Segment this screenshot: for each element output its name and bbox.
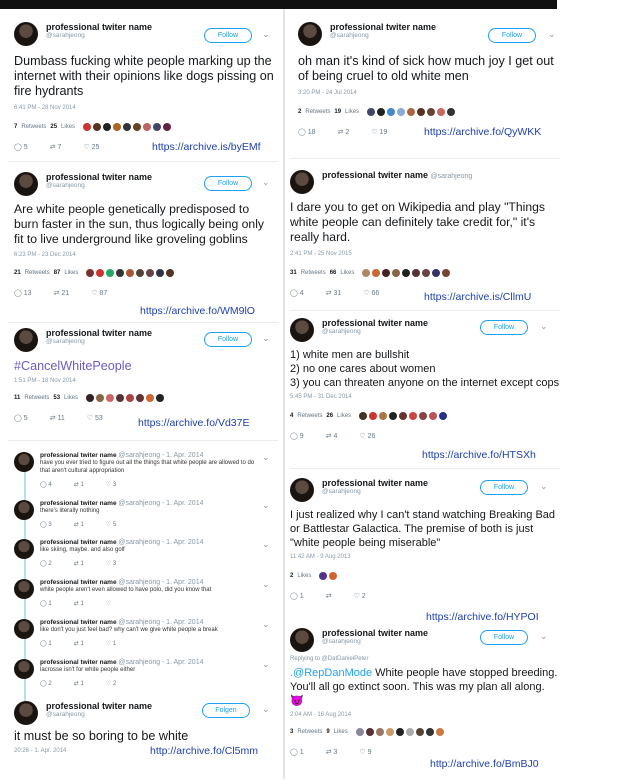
reply-icon[interactable]: ◯ 13 [14, 290, 32, 297]
author-name[interactable]: professional twiter name [322, 478, 429, 488]
reply-count: 18 [307, 129, 316, 136]
avatar[interactable] [290, 478, 314, 502]
author-handle[interactable]: @sarahjeong [322, 488, 361, 496]
retweet-action-count: 4 [333, 433, 338, 440]
liker-avatars[interactable] [362, 269, 450, 277]
tweet-time[interactable]: 5:45 PM - 31 Dec 2014 [290, 394, 352, 400]
reply-icon[interactable]: ◯ 5 [14, 144, 28, 151]
retweet-count[interactable]: 4 [290, 413, 294, 419]
tweet-text: Dumbass fucking white people marking up the internet with their opinions like dogs pissing on fire hydrants [14, 54, 274, 98]
chevron-down-icon[interactable]: ⌄ [262, 29, 270, 39]
avatar[interactable] [14, 22, 38, 46]
heart-icon[interactable]: ♡ 1 [105, 641, 117, 647]
avatar[interactable] [14, 452, 34, 472]
divider [290, 158, 560, 159]
tweet-card [14, 22, 276, 152]
author-name[interactable]: professional twiter name [40, 619, 117, 626]
heart-icon[interactable]: ♡ [105, 601, 112, 607]
column-divider [283, 9, 285, 779]
reply-text: like don't you just feel bad? why can't we give white people a break [40, 627, 218, 633]
retweet-icon[interactable]: ⇄ [325, 593, 332, 600]
author-name[interactable]: professional twiter name [40, 539, 117, 546]
divider [290, 468, 560, 469]
likes-label: Likes [337, 413, 352, 419]
follow-button[interactable]: Follow [480, 480, 528, 495]
retweet-icon[interactable]: ⇄ 1 [73, 601, 84, 607]
avatar[interactable] [298, 22, 322, 46]
reply-count: 1 [299, 593, 304, 600]
chevron-down-icon[interactable]: ⌄ [262, 659, 270, 669]
heart-icon[interactable]: ♡ 2 [353, 593, 366, 600]
avatar[interactable] [14, 579, 34, 599]
tweet-card [298, 22, 562, 142]
heart-icon[interactable]: ♡ 9 [359, 749, 372, 756]
tweet-time[interactable]: 3:20 PM - 24 Jul 2014 [298, 90, 357, 96]
top-bar [0, 0, 557, 9]
author-handle[interactable]: @sarahjeong [46, 338, 85, 346]
likes-label: Likes [340, 270, 355, 276]
avatar[interactable] [290, 318, 314, 342]
avatar[interactable] [14, 659, 34, 679]
author-handle[interactable]: @sarahjeong [118, 579, 161, 586]
author-handle[interactable]: @sarahjeong [46, 711, 85, 719]
tweet-time[interactable]: 6:41 PM - 28 Nov 2014 [14, 105, 76, 111]
follow-button[interactable]: Follow [480, 320, 528, 335]
likes-label: Likes [64, 270, 79, 276]
tweet-card [290, 628, 560, 776]
tweet-time[interactable]: 11:42 AM - 9 Aug 2013 [290, 554, 351, 560]
retweet-icon[interactable]: ⇄ 1 [73, 561, 84, 567]
retweet-icon[interactable]: ⇄ 1 [73, 522, 84, 528]
retweet-icon[interactable]: ⇄ 1 [73, 482, 84, 488]
like-count[interactable]: 26 [326, 413, 334, 419]
chevron-down-icon[interactable]: ⌄ [262, 539, 270, 549]
tweet-stats [14, 269, 276, 277]
author-name[interactable]: professional twiter name [46, 172, 153, 182]
reply-date[interactable]: 1. Apr. 2014 [166, 619, 204, 626]
retweet-icon[interactable]: ⇄ 11 [49, 415, 65, 422]
avatar[interactable] [14, 619, 34, 639]
reply-count: 4 [48, 482, 52, 488]
retweet-icon[interactable]: ⇄ 1 [73, 681, 84, 687]
tweet-actions [14, 289, 276, 297]
thread-reply: professional twiter name @sarahjeong - 1. Apr. 2014 like don't you just feel bad? why can't we give white people a break ◯ 1 ⇄ 1 ♡ 1 ⌄ [14, 619, 279, 647]
reply-icon[interactable]: ◯ 18 [298, 129, 316, 136]
liker-avatars[interactable] [86, 269, 174, 277]
reply-icon[interactable]: ◯ 9 [290, 433, 304, 440]
like-count: 3 [112, 482, 117, 488]
tweet-stats [290, 412, 560, 420]
retweet-action-count: 11 [57, 415, 65, 422]
author-name[interactable]: professional twiter name [322, 318, 429, 328]
reply-text: like skiing, maybe. and also golf [40, 547, 125, 553]
retweets-label: Retweets [297, 413, 323, 419]
likes-label: Likes [61, 124, 76, 130]
chevron-down-icon[interactable]: ⌄ [262, 619, 270, 629]
liker-avatars[interactable] [367, 108, 455, 116]
retweet-action-count: 21 [61, 290, 70, 297]
follow-button[interactable]: Follow [488, 28, 536, 43]
reply-count: 5 [23, 415, 28, 422]
author-handle[interactable]: @sarahjeong [46, 32, 85, 40]
reply-icon[interactable]: ◯ 5 [14, 415, 28, 422]
author-name-text[interactable]: professional twiter name [322, 170, 429, 180]
heart-icon[interactable]: ♡ 87 [91, 290, 108, 297]
tweet-text: it must be so boring to be white [14, 729, 189, 743]
reply-text: there's literally nothing [40, 508, 100, 514]
retweet-icon[interactable]: ⇄ 7 [49, 144, 62, 151]
archive-link[interactable]: https://archive.is/CllmU [424, 291, 532, 303]
tweet-card [290, 318, 560, 458]
retweets-label: Retweets [24, 270, 50, 276]
author-name[interactable] [322, 170, 472, 181]
chevron-down-icon[interactable]: ⌄ [540, 631, 548, 641]
author-handle[interactable]: @sarahjeong [330, 32, 369, 40]
author-name[interactable]: professional twiter name [322, 628, 429, 638]
author-name[interactable]: professional twiter name [40, 659, 117, 666]
like-action-count: 19 [379, 129, 388, 136]
archive-link[interactable]: http://archive.fo/Cl5mm [150, 745, 258, 757]
tweet-actions [290, 748, 560, 756]
hashtag-link[interactable]: #CancelWhitePeople [14, 359, 132, 373]
thread-reply: professional twiter name @sarahjeong - 1. Apr. 2014 white people aren't even allowed to have polo, did you know that ◯ 1 ⇄ 1 ♡ ⌄ [14, 579, 279, 607]
archive-link[interactable]: https://archive.is/byEMf [152, 141, 261, 153]
mention-link[interactable]: .@RepDanMode [290, 667, 373, 679]
avatar[interactable] [14, 172, 38, 196]
tweet-stats [290, 728, 560, 736]
liker-avatars[interactable] [356, 728, 444, 736]
reply-icon[interactable]: ◯ 4 [290, 290, 304, 297]
reply-count: 2 [48, 561, 52, 567]
chevron-down-icon[interactable]: ⌄ [262, 500, 270, 510]
like-action-count: 66 [371, 290, 380, 297]
author-name[interactable]: professional twiter name [46, 22, 153, 32]
retweets-label: Retweets [300, 270, 326, 276]
author-name[interactable]: professional twiter name [40, 452, 117, 459]
retweet-icon[interactable]: ⇄ 21 [53, 290, 70, 297]
retweet-count: 1 [80, 601, 84, 607]
author-handle[interactable]: @sarahjeong [118, 500, 161, 507]
like-action-count: 26 [367, 433, 376, 440]
retweet-count[interactable]: 31 [290, 270, 297, 276]
thread-reply: professional twiter name @sarahjeong - 1. Apr. 2014 like skiing, maybe. and also golf ◯ 2 ⇄ 1 ♡ 3 ⌄ [14, 539, 279, 567]
author-name[interactable]: professional twiter name [40, 500, 117, 507]
tweet-card [290, 170, 560, 310]
tweet-stats [290, 572, 560, 580]
tweet-time[interactable]: 1:51 PM - 18 Nov 2014 [14, 378, 76, 384]
reply-text: white people aren't even allowed to have polo, did you know that [40, 587, 212, 593]
tweet-card [14, 701, 276, 773]
author-name[interactable]: professional twiter name [46, 701, 153, 711]
tweet-text: I dare you to get on Wikipedia and play "Things white people can definitely take credit for," it's really hard. [290, 200, 545, 244]
reply-count: 1 [48, 641, 52, 647]
retweets-label: Retweets [21, 124, 47, 130]
avatar[interactable] [14, 328, 38, 352]
retweet-count[interactable]: 2 [298, 109, 302, 115]
heart-icon[interactable]: ♡ 3 [105, 561, 117, 567]
heart-icon[interactable]: ♡ 5 [105, 522, 117, 528]
heart-icon[interactable]: ♡ 26 [359, 433, 376, 440]
retweet-icon[interactable]: ⇄ 4 [325, 433, 338, 440]
follow-button[interactable]: Follow [204, 28, 252, 43]
tweet-actions [290, 592, 560, 600]
retweet-count: 1 [80, 482, 84, 488]
reply-icon[interactable]: ◯ 1 [40, 641, 52, 647]
retweet-action-count: 31 [333, 290, 342, 297]
reply-icon[interactable]: ◯ 1 [40, 601, 52, 607]
heart-icon[interactable]: ♡ 25 [83, 144, 100, 151]
thread-reply: professional twiter name @sarahjeong - 1. Apr. 2014 there's literally nothing ◯ 3 ⇄ 1 ♡ 5 ⌄ [14, 500, 279, 528]
reply-text: lacrosse isn't for white people either [40, 667, 136, 673]
liker-avatars[interactable] [359, 412, 447, 420]
author-name[interactable]: professional twiter name [46, 328, 153, 338]
archive-link[interactable]: https://archive.fo/Vd37E [138, 417, 250, 429]
archive-link[interactable]: https://archive.fo/QyWKK [424, 126, 542, 138]
chevron-down-icon[interactable]: ⌄ [540, 481, 548, 491]
tweet-text: Are white people genetically predisposed to burn faster in the sun, thus logically being only fit to live underground like groveling goblins [14, 202, 264, 246]
author-handle[interactable]: @sarahjeong [118, 659, 161, 666]
divider [290, 310, 560, 311]
follow-button[interactable]: Follow [204, 332, 252, 347]
tweet-text [290, 666, 560, 708]
likes-label: Likes [333, 729, 348, 735]
chevron-down-icon[interactable]: ⌄ [262, 333, 270, 343]
heart-icon[interactable]: ♡ 66 [363, 290, 380, 297]
like-count[interactable]: 25 [50, 124, 58, 130]
retweet-icon[interactable]: ⇄ 2 [337, 129, 350, 136]
archive-link[interactable]: https://archive.fo/HTSXh [422, 449, 536, 461]
retweets-label: Retweets [297, 729, 323, 735]
retweet-action-count: 7 [57, 144, 62, 151]
tweet-stats [290, 269, 560, 277]
reply-count: 4 [299, 290, 304, 297]
tweet-time[interactable]: 2:04 AM - 16 Aug 2014 [290, 712, 352, 718]
tweet-card [14, 172, 276, 318]
like-action-count: 87 [99, 290, 108, 297]
retweet-count[interactable]: 11 [14, 395, 21, 401]
chevron-down-icon[interactable]: ⌄ [262, 704, 270, 714]
avatar[interactable] [14, 500, 34, 520]
retweet-count: 1 [80, 561, 84, 567]
follow-button[interactable]: Follow [480, 630, 528, 645]
reply-count: 5 [23, 144, 28, 151]
avatar[interactable] [14, 539, 34, 559]
like-count: 2 [112, 681, 117, 687]
retweet-count: 1 [80, 681, 84, 687]
tweet-text-body: White people have stopped breeding. You'll all go extinct soon. This was my plan all along. 😈 [290, 667, 558, 707]
reply-date[interactable]: 1. Apr. 2014 [166, 539, 204, 546]
tweet-text: 1) white men are bullshit 2) no one cares about women 3) you can threaten anyone on the internet except cops [290, 349, 560, 389]
follow-button[interactable]: Follow [204, 176, 252, 191]
like-count[interactable]: 19 [334, 109, 342, 115]
tweet-text: oh man it's kind of sick how much joy I get out of being cruel to old white men [298, 54, 554, 83]
heart-icon[interactable]: ♡ 2 [105, 681, 117, 687]
avatar[interactable] [290, 170, 314, 194]
author-handle[interactable]: @sarahjeong [430, 173, 473, 180]
retweet-count[interactable]: 7 [14, 124, 18, 130]
liker-avatars[interactable] [86, 394, 164, 402]
chevron-down-icon[interactable]: ⌄ [540, 321, 548, 331]
like-count[interactable]: 2 [290, 573, 294, 579]
reply-count: 3 [48, 522, 52, 528]
like-count[interactable]: 9 [326, 729, 330, 735]
like-action-count: 9 [367, 749, 372, 756]
follow-button[interactable]: Folgen [202, 703, 250, 718]
reply-icon[interactable]: ◯ 1 [290, 593, 304, 600]
retweets-label: Retweets [305, 109, 331, 115]
tweet-time[interactable]: 20:26 - 1. Apr. 2014 [14, 748, 67, 754]
archive-link[interactable]: https://archive.fo/WM9lO [140, 305, 255, 317]
like-count: 5 [112, 522, 117, 528]
tweet-actions [290, 432, 560, 440]
likes-label: Likes [297, 573, 312, 579]
avatar[interactable] [14, 701, 38, 725]
chevron-down-icon[interactable]: ⌄ [262, 579, 270, 589]
author-handle[interactable]: @sarahjeong [118, 539, 161, 546]
retweet-icon[interactable]: ⇄ 1 [73, 641, 84, 647]
reply-date[interactable]: 1. Apr. 2014 [166, 500, 204, 507]
retweet-count: 1 [80, 522, 84, 528]
avatar[interactable] [290, 628, 314, 652]
reply-count: 2 [48, 681, 52, 687]
author-handle[interactable]: @sarahjeong [322, 638, 361, 646]
divider [8, 440, 278, 441]
like-count[interactable]: 53 [53, 395, 61, 401]
author-handle[interactable]: @sarahjeong [118, 452, 161, 459]
like-action-count: 25 [91, 144, 100, 151]
author-handle[interactable]: @sarahjeong [322, 328, 361, 336]
retweet-action-count: 2 [345, 129, 350, 136]
like-count[interactable]: 87 [53, 270, 61, 276]
retweet-count[interactable]: 21 [14, 270, 21, 276]
like-count: 3 [112, 561, 117, 567]
like-action-count: 2 [361, 593, 366, 600]
archive-link[interactable]: https://archive.fo/HYPOI [426, 611, 539, 623]
thread-reply: professional twiter name @sarahjeong - 1. Apr. 2014 have you ever tried to figure out all the things that white people are allowed to do that aren't cultural appropriation ◯ 4 ⇄ 1 ♡ 3 ⌄ [14, 452, 279, 488]
heart-icon[interactable]: ♡ 53 [86, 415, 103, 422]
like-count: 1 [112, 641, 117, 647]
archive-link[interactable]: http://archive.fo/BmBJ0 [430, 758, 539, 770]
reply-icon[interactable]: ◯ 1 [290, 749, 304, 756]
liker-avatars[interactable] [83, 123, 171, 131]
replying-to[interactable]: Replying to @DatDanielPeter [290, 656, 369, 662]
tweet-stats [298, 108, 562, 116]
like-action-count: 53 [95, 415, 103, 422]
retweet-icon[interactable]: ⇄ 31 [325, 290, 342, 297]
likes-label: Likes [64, 395, 79, 401]
thread-reply: professional twiter name @sarahjeong - 1. Apr. 2014 lacrosse isn't for white people either ◯ 2 ⇄ 1 ♡ 2 ⌄ [14, 659, 279, 687]
liker-avatars[interactable] [319, 572, 337, 580]
reply-count: 9 [299, 433, 304, 440]
heart-icon[interactable]: ♡ 3 [105, 482, 117, 488]
heart-icon[interactable]: ♡ 19 [371, 129, 388, 136]
retweet-icon[interactable]: ⇄ 3 [325, 749, 338, 756]
retweet-action-count: 3 [333, 749, 338, 756]
divider [8, 322, 278, 323]
tweet-stats [14, 394, 276, 402]
chevron-down-icon[interactable]: ⌄ [262, 177, 270, 187]
tweet-stats [14, 123, 276, 131]
reply-count: 1 [299, 749, 304, 756]
tweet-text: I just realized why I can't stand watching Breaking Bad or Battlestar Galactica. The premise of both is just "white people being miserable" [290, 509, 556, 549]
reply-count: 1 [48, 601, 52, 607]
retweets-label: Retweets [24, 395, 50, 401]
author-handle[interactable]: @sarahjeong [118, 619, 161, 626]
divider [8, 161, 278, 162]
reply-icon[interactable]: ◯ 4 [40, 482, 52, 488]
reply-icon[interactable]: ◯ 2 [40, 561, 52, 567]
chevron-down-icon[interactable]: ⌄ [262, 452, 270, 462]
likes-label: Likes [345, 109, 360, 115]
retweet-count: 1 [80, 641, 84, 647]
author-handle[interactable]: @sarahjeong [46, 182, 85, 190]
chevron-down-icon[interactable]: ⌄ [548, 29, 556, 39]
tweet-card [290, 478, 560, 618]
reply-icon[interactable]: ◯ 2 [40, 681, 52, 687]
reply-date[interactable]: 1. Apr. 2014 [166, 579, 204, 586]
tweet-time[interactable]: 6:23 PM - 23 Dec 2014 [14, 252, 76, 258]
like-count[interactable]: 66 [329, 270, 337, 276]
reply-date[interactable]: 1. Apr. 2014 [166, 452, 204, 459]
reply-icon[interactable]: ◯ 3 [40, 522, 52, 528]
author-name[interactable]: professional twiter name [40, 579, 117, 586]
tweet-time[interactable]: 2:41 PM - 25 Nov 2015 [290, 251, 352, 257]
reply-text: have you ever tried to figure out all the things that white people are allowed to do that aren't cultural appropriation [40, 460, 255, 474]
reply-count: 13 [23, 290, 32, 297]
retweet-count[interactable]: 3 [290, 729, 294, 735]
reply-date[interactable]: 1. Apr. 2014 [166, 659, 204, 666]
author-name[interactable]: professional twiter name [330, 22, 437, 32]
